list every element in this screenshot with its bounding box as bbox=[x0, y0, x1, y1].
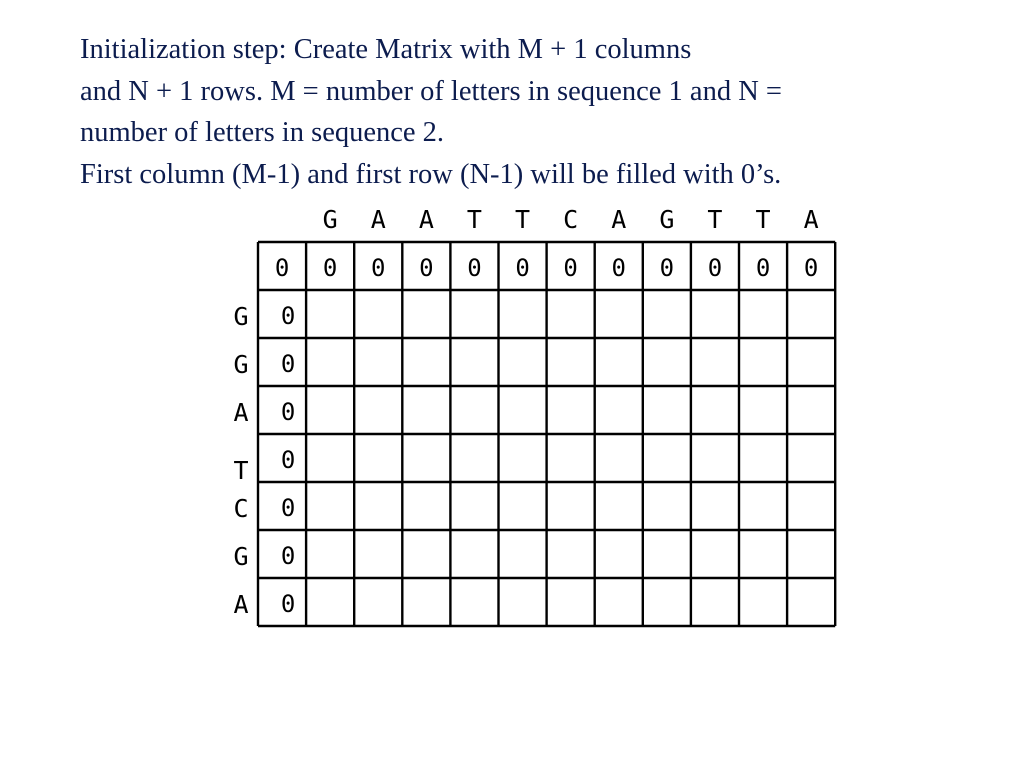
matrix-cell-value: 0 bbox=[280, 542, 296, 570]
matrix-cell-value: 0 bbox=[611, 254, 626, 282]
sequence-1-letter: A bbox=[803, 205, 819, 234]
matrix-cell-value: 0 bbox=[280, 302, 296, 330]
sequence-1-labels bbox=[323, 205, 819, 234]
sequence-2-letter: G bbox=[233, 350, 249, 379]
matrix-cell-value: 0 bbox=[419, 254, 434, 282]
sequence-1-letter: G bbox=[659, 205, 675, 234]
sequence-2-letter: C bbox=[233, 494, 249, 523]
matrix-grid bbox=[258, 242, 835, 626]
sequence-1-letter: C bbox=[563, 205, 579, 234]
matrix-cell-value: 0 bbox=[280, 398, 296, 426]
matrix-cell-value: 0 bbox=[280, 446, 296, 474]
sequence-1-letter: T bbox=[515, 205, 531, 234]
sequence-2-letter: A bbox=[233, 398, 249, 427]
matrix-cell-value: 0 bbox=[707, 254, 723, 282]
sequence-2-letter: T bbox=[233, 456, 249, 485]
matrix-cell-value: 0 bbox=[467, 254, 482, 282]
sequence-2-letter: A bbox=[233, 590, 249, 619]
matrix-cell-value: 0 bbox=[755, 254, 771, 282]
sequence-1-letter: T bbox=[466, 205, 482, 234]
matrix-cell-value: 0 bbox=[280, 350, 296, 378]
sequence-1-letter: A bbox=[370, 205, 386, 234]
matrix-cell-value: 0 bbox=[563, 254, 578, 282]
text-line-4: First column (M-1) and first row (N-1) will be filled with 0’s. bbox=[80, 158, 782, 190]
text-line-1: Initialization step: Create Matrix with M + 1 columns bbox=[80, 34, 692, 65]
sequence-1-letter: T bbox=[707, 205, 723, 234]
text-line-2: and N + 1 rows. M = number of letters in sequence 1 and N = bbox=[80, 75, 782, 107]
matrix-cell-value: 0 bbox=[803, 254, 819, 282]
sequence-2-letter: G bbox=[233, 542, 249, 571]
sequence-1-letter: A bbox=[611, 205, 627, 234]
matrix-cell-value: 0 bbox=[515, 254, 530, 282]
matrix-cell-value: 0 bbox=[280, 590, 296, 618]
matrix-cell-value: 0 bbox=[659, 254, 675, 282]
matrix-cell-value: 0 bbox=[280, 494, 296, 522]
sequence-2-labels bbox=[233, 302, 248, 619]
text-line-3: number of letters in sequence 2. bbox=[80, 117, 445, 148]
sequence-1-letter: G bbox=[322, 205, 338, 234]
sequence-1-letter: A bbox=[418, 205, 434, 234]
matrix-cell-value: 0 bbox=[322, 254, 338, 282]
sequence-1-letter: T bbox=[755, 205, 771, 234]
sequence-2-letter: G bbox=[233, 302, 249, 331]
matrix-cell-value: 0 bbox=[371, 254, 386, 282]
matrix-cell-value: 0 bbox=[274, 254, 290, 282]
